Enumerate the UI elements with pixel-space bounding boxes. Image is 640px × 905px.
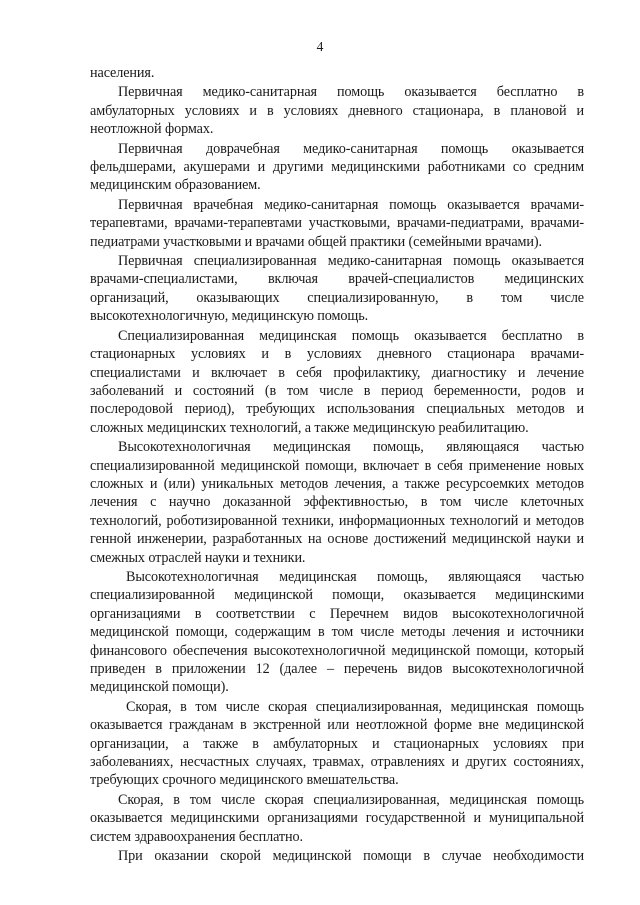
paragraph-high-tech-care-definition: Высокотехнологичная медицинская помощь, являющаяся частью специализированной медицинской помощи, включает в себя применение новых сложных и (или) уникальных методов лечения, а также ресурсоемких методов лечения с научно доказанной эффективностью, в том числе клеточных технологий, роботизированной техники, информационных технологий и методов генной инженерии, разработанных на основе достижений медицинской науки и смежных отраслей науки и техники.	[90, 439, 584, 566]
document-body	[90, 64, 584, 866]
paragraph-continuation: населения.	[90, 65, 155, 81]
paragraph-specialized-care: Специализированная медицинская помощь оказывается бесплатно в стационарных условиях и в условиях дневного стационара врачами-специалистами и включает в себя профилактику, диагностику и лечение заболеваний и состояний (в том числе в период беременности, родов и послеродовой период), требующих использования специальных методов и сложных медицинских технологий, а также медицинскую реабилитацию.	[90, 327, 584, 436]
page-number: 4	[316, 39, 324, 54]
paragraph-pre-physician-care: Первичная доврачебная медико-санитарная помощь оказывается фельдшерами, акушерами и другими медицинскими работниками со средним медицинским образованием.	[90, 140, 584, 194]
paragraph-physician-care: Первичная врачебная медико-санитарная помощь оказывается врачами-терапевтами, врачами-терапевтами участковыми, врачами-педиатрами, врачами-педиатрами участковыми и врачами общей практики (семейными врачами).	[90, 196, 584, 250]
paragraph-emergency-care-continued: При оказании скорой медицинской помощи в случае необходимости	[118, 848, 584, 865]
paragraph-emergency-care-free: Скорая, в том числе скорая специализированная, медицинская помощь оказывается медицинскими организациями государственной и муниципальной систем здравоохранения бесплатно.	[90, 791, 584, 845]
paragraph-emergency-care: Скорая, в том числе скорая специализированная, медицинская помощь оказывается гражданам в экстренной или неотложной форме вне медицинской организации, а также в амбулаторных и стационарных условиях при заболеваниях, несчастных случаях, травмах, отравлениях и других состояниях, требующих срочного медицинского вмешательства.	[90, 698, 584, 789]
paragraph-high-tech-care-provision: Высокотехнологичная медицинская помощь, являющаяся частью специализированной медицинской помощи, оказывается медицинскими организациями в соответствии с Перечнем видов высокотехнологичной медицинской помощи, содержащим в том числе методы лечения и источники финансового обеспечения высокотехнологичной медицинской помощи, который приведен в приложении 12 (далее – перечень видов высокотехнологичной медицинской помощи).	[90, 568, 584, 696]
paragraph-specialized-primary-care: Первичная специализированная медико-санитарная помощь оказывается врачами-специалистами, включая врачей-специалистов медицинских организаций, оказывающих специализированную, в том числе высокотехнологичную, медицинскую помощь.	[90, 253, 584, 325]
paragraph-primary-care: Первичная медико-санитарная помощь оказывается бесплатно в амбулаторных условиях и в условиях дневного стационара, в плановой и неотложной формах.	[90, 84, 584, 138]
